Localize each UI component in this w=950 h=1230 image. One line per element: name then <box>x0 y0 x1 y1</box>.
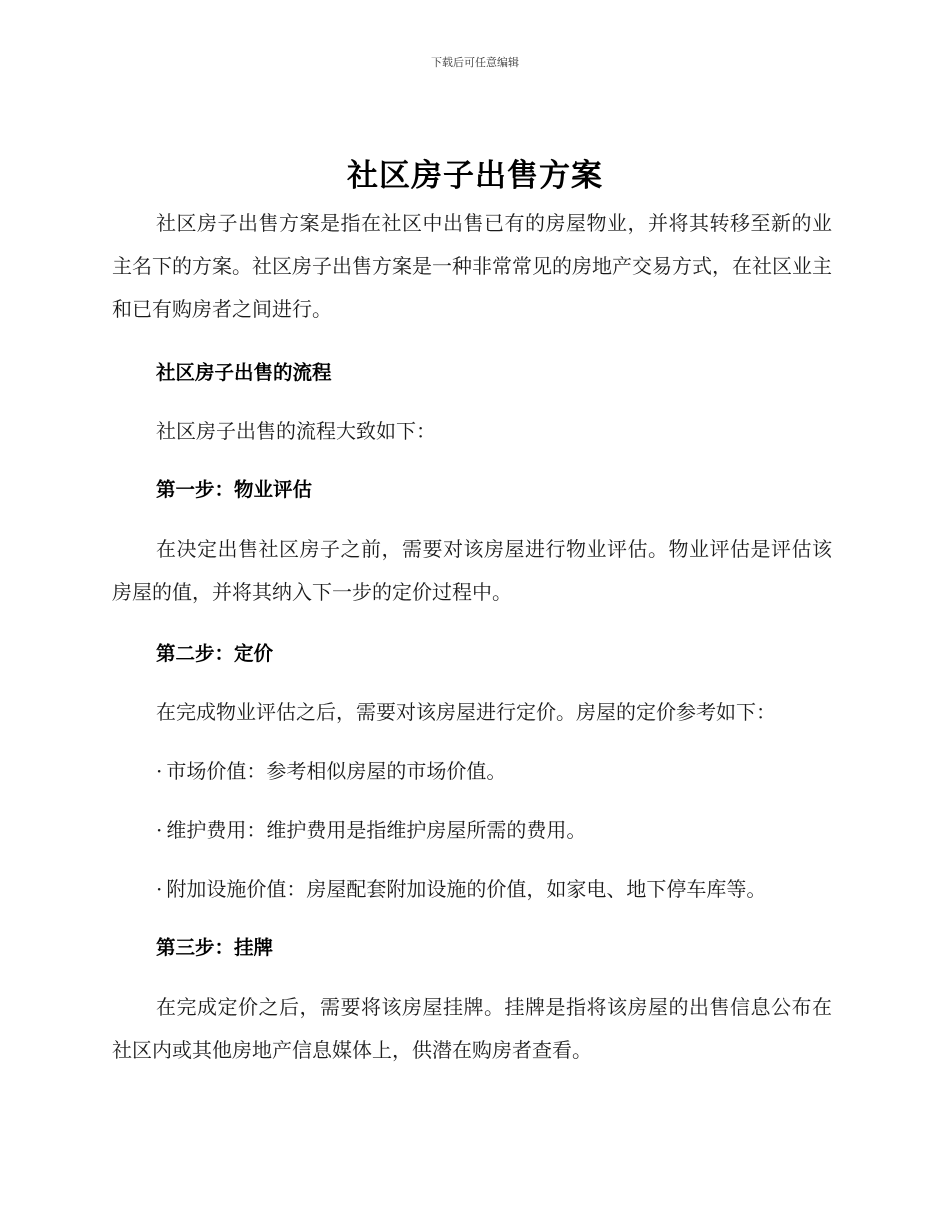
bullet-icon: · <box>156 818 163 842</box>
list-item <box>112 814 832 843</box>
bullet-text: 附加设施价值：房屋配套附加设施的价值，如家电、地下停车库等。 <box>166 877 767 901</box>
step2-paragraph: 在完成物业评估之后，需要对该房屋进行定价。房屋的定价参考如下： <box>156 700 776 724</box>
bullet-icon: · <box>156 877 163 901</box>
bullet-icon: · <box>156 759 163 783</box>
bullet-text: 市场价值：参考相似房屋的市场价值。 <box>166 759 507 783</box>
header-note: 下载后可任意编辑 <box>431 56 519 69</box>
list-item <box>112 755 832 784</box>
step1-paragraph: 在决定出售社区房子之前，需要对该房屋进行物业评估。物业评估是评估该房屋的值，并将其纳入下一步的定价过程中。 <box>112 537 832 604</box>
step1-heading: 第一步：物业评估 <box>156 478 313 501</box>
document-title: 社区房子出售方案 <box>347 158 603 194</box>
step3-paragraph: 在完成定价之后，需要将该房屋挂牌。挂牌是指将该房屋的出售信息公布在社区内或其他房地产信息媒体上，供潜在购房者查看。 <box>112 995 832 1062</box>
process-heading: 社区房子出售的流程 <box>156 361 332 384</box>
list-item <box>112 873 832 902</box>
step3-heading: 第三步：挂牌 <box>156 936 274 959</box>
intro-paragraph: 社区房子出售方案是指在社区中出售已有的房屋物业，并将其转移至新的业主名下的方案。社区房子出售方案是一种非常常见的房地产交易方式，在社区业主和已有购房者之间进行。 <box>112 211 832 321</box>
bullet-text: 维护费用：维护费用是指维护房屋所需的费用。 <box>166 818 587 842</box>
document-body <box>112 202 832 1072</box>
process-intro: 社区房子出售的流程大致如下： <box>156 419 436 443</box>
step2-heading: 第二步：定价 <box>156 642 274 665</box>
